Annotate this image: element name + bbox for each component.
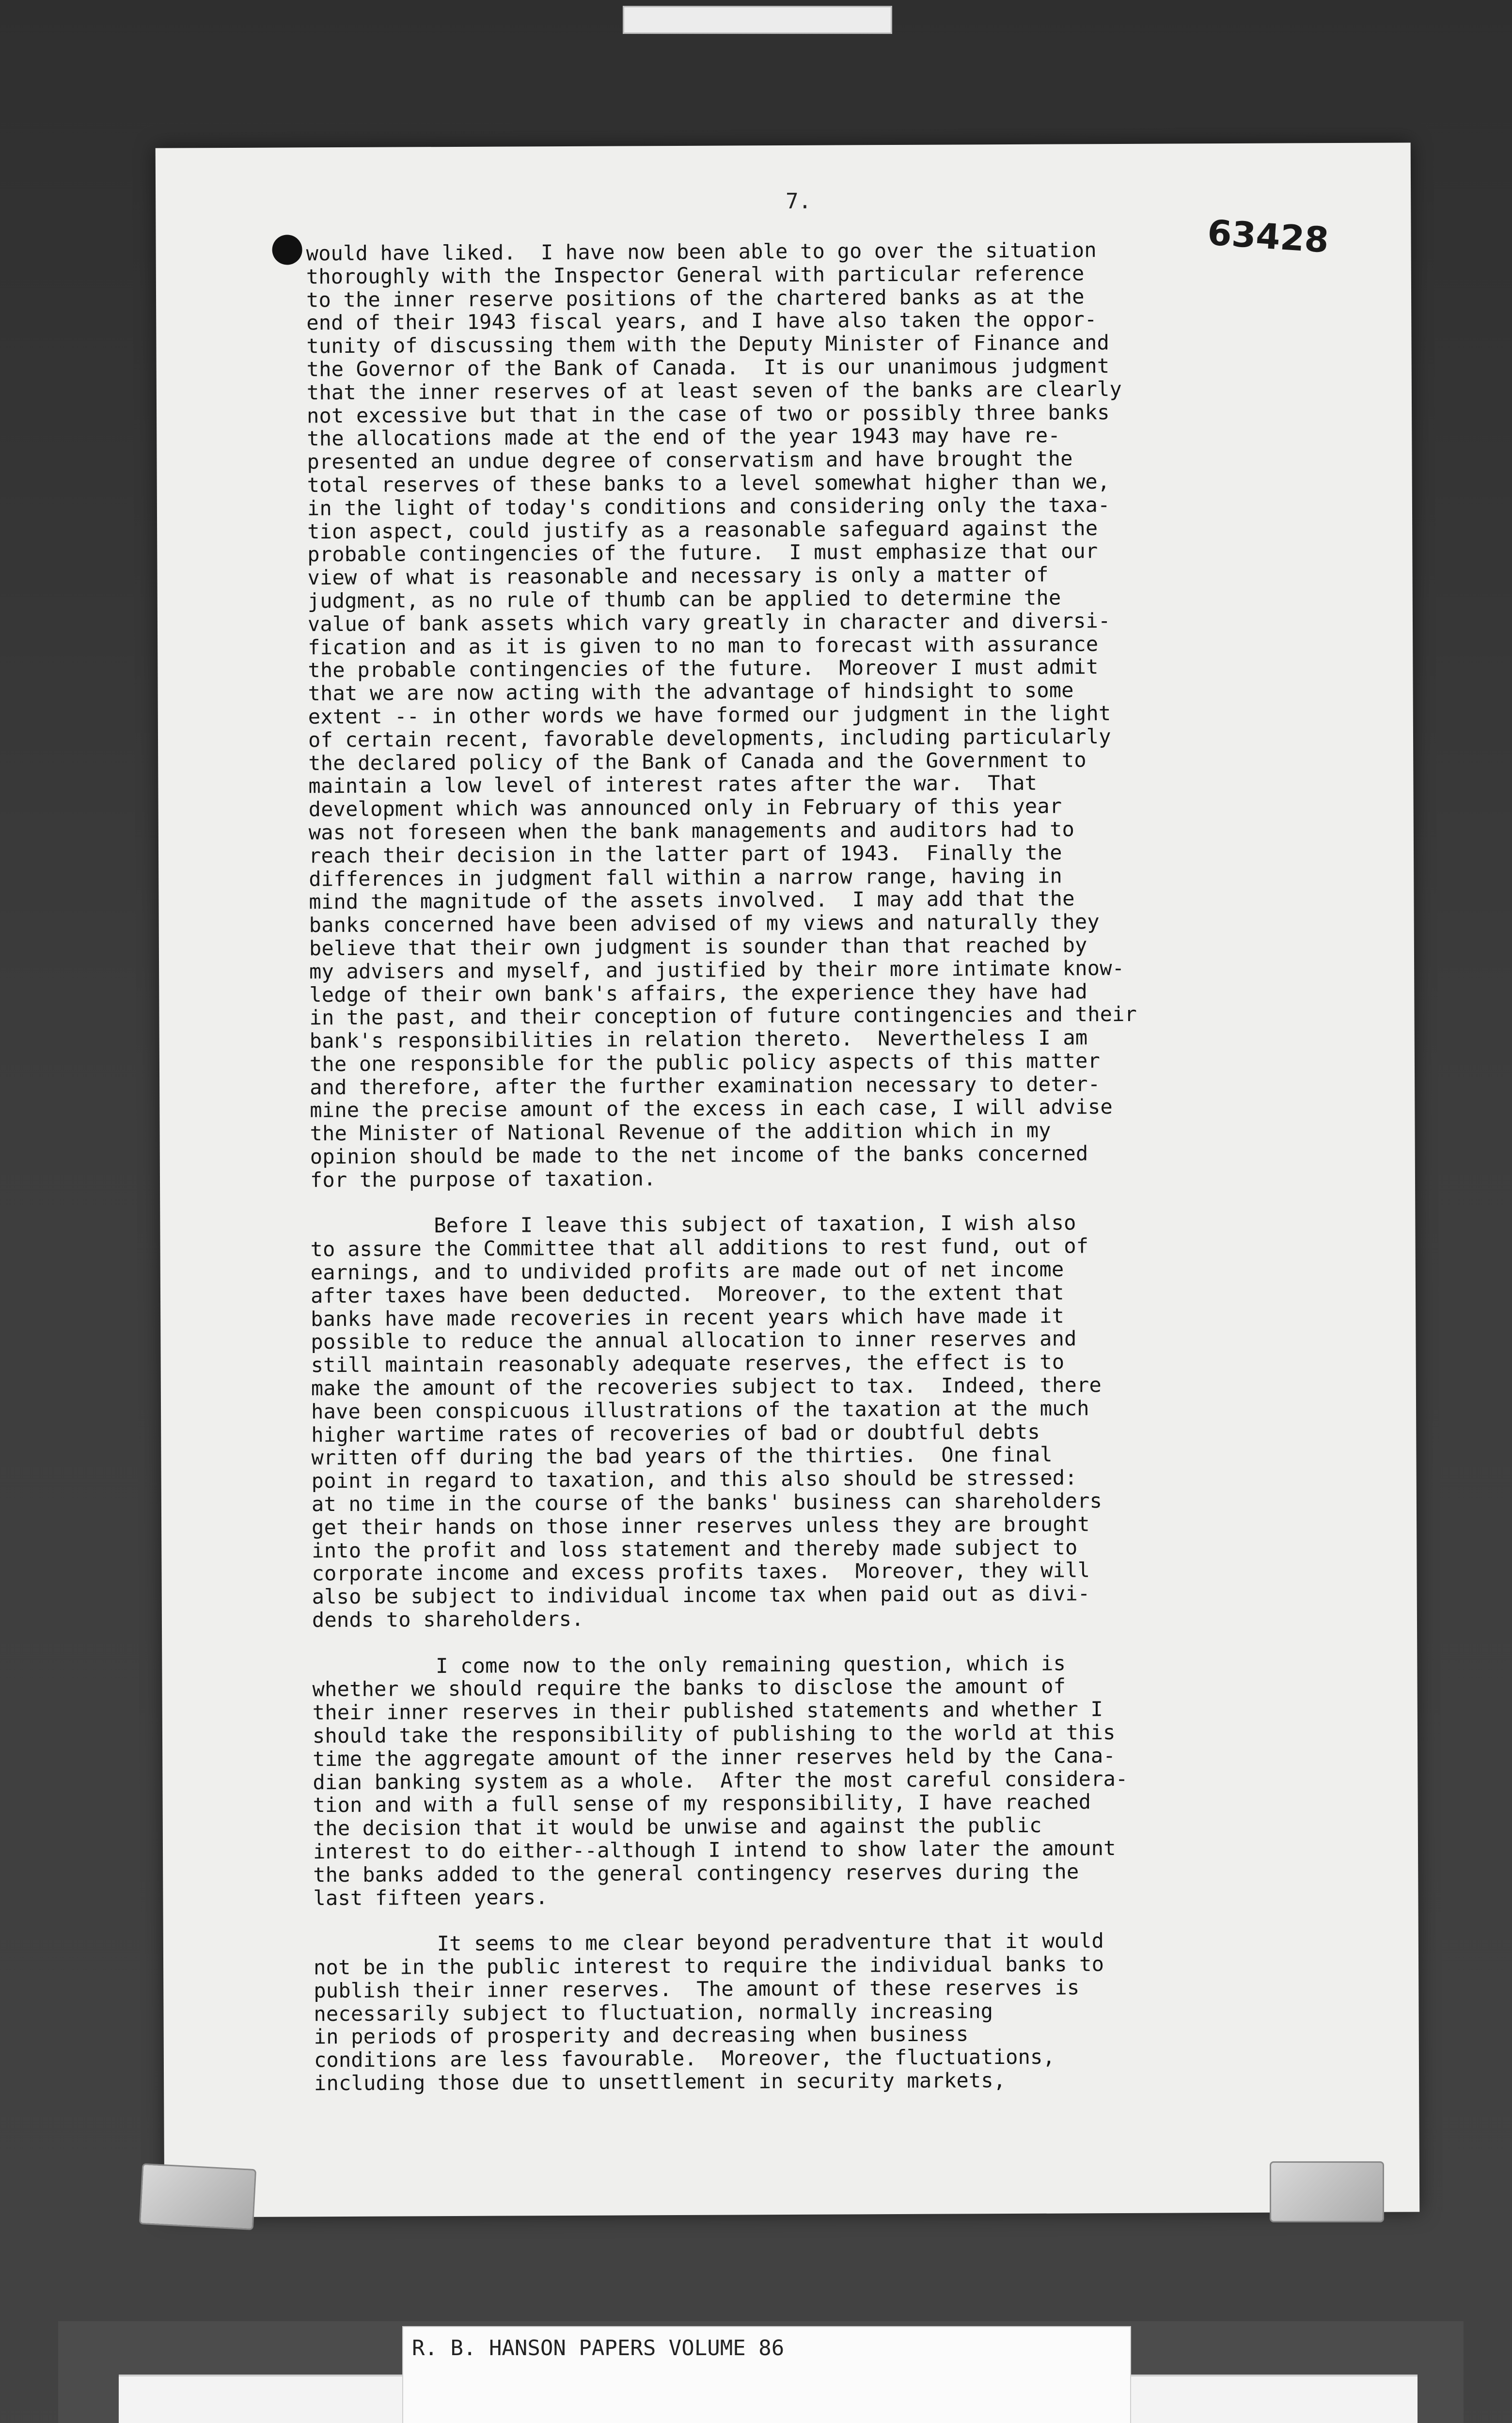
text-line: corporate income and excess profits taxes. Moreover, they will	[312, 1558, 1090, 1586]
text-line: the banks added to the general contingency reserves during the	[313, 1859, 1079, 1887]
text-line: judgment, as no rule of thumb can be applied to determine the	[307, 585, 1061, 613]
text-line: still maintain reasonably adequate reserves, the effect is to	[311, 1350, 1065, 1377]
text-line: differences in judgment fall within a narrow range, having in	[309, 864, 1063, 891]
text-line: to the inner reserve positions of the chartered banks as at the	[306, 284, 1085, 312]
text-line: that the inner reserves of at least seven of the banks are clearly	[306, 377, 1122, 405]
text-line: reach their decision in the latter part of 1943. Finally the	[308, 840, 1062, 868]
text-line: fication and as it is given to no man to forecast with assurance	[308, 631, 1099, 659]
text-line: written off during the bad years of the thirties. One final	[311, 1443, 1053, 1470]
text-line: was not foreseen when the bank managements and auditors had to	[308, 817, 1075, 845]
text-line: have been conspicuous illustrations of the taxation at the much	[311, 1396, 1089, 1424]
folio-number: 63428	[1206, 212, 1330, 261]
text-line: the declared policy of the Bank of Canada and the Government to	[308, 747, 1087, 775]
text-line	[310, 1187, 1289, 1215]
text-line: at no time in the course of the banks' business can shareholders	[311, 1489, 1102, 1516]
text-line: ledge of their own bank's affairs, the experience they have had	[309, 979, 1088, 1007]
body-text	[306, 238, 1293, 2095]
text-line: would have liked. I have now been able to go over the situation	[306, 238, 1097, 266]
text-line: into the profit and loss statement and thereby made subject to	[312, 1535, 1078, 1562]
text-line: also be subject to individual income tax when paid out as divi-	[312, 1581, 1090, 1609]
punch-hole	[272, 235, 302, 265]
text-line: after taxes have been deducted. Moreover, to the extent that	[310, 1280, 1064, 1308]
text-line: dends to shareholders.	[312, 1606, 584, 1632]
top-label-tab	[623, 6, 892, 34]
text-line: the decision that it would be unwise and against the public	[313, 1813, 1042, 1841]
text-line: presented an undue degree of conservatism and have brought the	[307, 446, 1073, 474]
text-line: should take the responsibility of publishing to the world at this	[312, 1720, 1116, 1748]
text-line: the one responsible for the public policy aspects of this matter	[309, 1049, 1101, 1076]
text-line: banks concerned have been advised of my views and naturally they	[309, 910, 1100, 937]
text-line: necessarily subject to fluctuation, normally increasing	[314, 1998, 993, 2026]
text-line: last fifteen years.	[313, 1885, 548, 1910]
text-line: maintain a low level of interest rates after the war. That	[308, 771, 1038, 798]
text-line: extent -- in other words we have formed our judgment in the light	[308, 701, 1111, 729]
text-line: the allocations made at the end of the year 1943 may have re-	[307, 423, 1061, 451]
collection-label: R. B. HANSON PAPERS VOLUME 86	[412, 2336, 785, 2360]
text-line: publish their inner reserves. The amount of these reserves is	[314, 1975, 1080, 2003]
text-line: the probable contingencies of the future. Moreover I must admit	[308, 655, 1099, 682]
text-line: development which was announced only in February of this year	[308, 794, 1062, 821]
text-line: my advisers and myself, and justified by their more intimate know-	[309, 956, 1125, 984]
text-line: time the aggregate amount of the inner reserves held by the Cana-	[313, 1743, 1116, 1771]
tape-right	[1270, 2161, 1384, 2222]
text-line: It seems to me clear beyond peradventure that it would	[313, 1929, 1104, 1956]
text-line: conditions are less favourable. Moreover, the fluctuations,	[314, 2045, 1055, 2072]
text-line: probable contingencies of the future. I must emphasize that our	[307, 539, 1098, 566]
text-line: earnings, and to undivided profits are made out of net income	[310, 1257, 1064, 1285]
text-line: bank's responsibilities in relation thereto. Nevertheless I am	[309, 1025, 1088, 1053]
text-line: in periods of prosperity and decreasing when business	[314, 2022, 969, 2049]
text-line: thoroughly with the Inspector General with particular reference	[306, 261, 1085, 289]
text-line: not be in the public interest to require the individual banks to	[313, 1952, 1104, 1980]
text-line: in the light of today's conditions and considering only the taxa-	[307, 492, 1110, 520]
text-line: interest to do either--although I intend to show later the amount	[313, 1836, 1116, 1864]
text-line: make the amount of the recoveries subject to tax. Indeed, there	[311, 1373, 1102, 1400]
text-line: for the purpose of taxation.	[310, 1166, 656, 1192]
text-line: higher wartime rates of recoveries of bad or doubtful debts	[311, 1419, 1040, 1447]
text-line: view of what is reasonable and necessary is only a matter of	[307, 562, 1049, 590]
text-line: banks have made recoveries in recent years which have made it	[311, 1304, 1064, 1331]
typed-page	[156, 142, 1420, 2217]
text-line: of certain recent, favorable developments, including particularly	[308, 724, 1111, 752]
text-line: get their hands on those inner reserves unless they are brought	[312, 1512, 1090, 1540]
text-line: opinion should be made to the net income of the banks concerned	[310, 1141, 1088, 1169]
text-line: to assure the Committee that all additions to rest fund, out of	[310, 1234, 1089, 1261]
text-line: possible to reduce the annual allocation to inner reserves and	[311, 1326, 1077, 1354]
tape-left	[139, 2163, 256, 2230]
text-line: tunity of discussing them with the Deputy Minister of Finance and	[306, 330, 1110, 358]
text-line: and therefore, after the further examination necessary to deter-	[310, 1071, 1101, 1099]
text-line: end of their 1943 fiscal years, and I have also taken the oppor-	[306, 307, 1097, 335]
text-line	[314, 1905, 1292, 1933]
text-line: whether we should require the banks to disclose the amount of	[312, 1674, 1066, 1701]
text-line: dian banking system as a whole. After the most careful considera-	[313, 1766, 1128, 1794]
text-line: including those due to unsettlement in security markets,	[314, 2068, 1006, 2095]
text-line: I come now to the only remaining question, which is	[312, 1651, 1066, 1678]
text-line: point in regard to taxation, and this also should be stressed:	[311, 1465, 1077, 1493]
text-line: value of bank assets which vary greatly in character and diversi-	[307, 608, 1111, 636]
text-line: Before I leave this subject of taxation, I wish also	[310, 1211, 1076, 1238]
text-line: tion and with a full sense of my responsibility, I have reached	[313, 1790, 1091, 1817]
page-number: 7.	[786, 189, 812, 214]
text-line: in the past, and their conception of future contingencies and their	[309, 1002, 1137, 1030]
text-line: the Minister of National Revenue of the addition which in my	[310, 1118, 1051, 1146]
text-line: mind the magnitude of the assets involved. I may add that the	[309, 886, 1075, 914]
text-line: their inner reserves in their published statements and whether I	[312, 1697, 1103, 1725]
text-line: that we are now acting with the advantage of hindsight to some	[308, 678, 1074, 706]
text-line: tion aspect, could justify as a reasonable safeguard against the	[307, 516, 1098, 543]
text-line: total reserves of these banks to a level somewhat higher than we,	[307, 470, 1110, 497]
text-line: believe that their own judgment is sounder than that reached by	[309, 933, 1087, 960]
text-line: the Governor of the Bank of Canada. It is our unanimous judgment	[306, 354, 1110, 381]
text-line: mine the precise amount of the excess in each case, I will advise	[310, 1095, 1113, 1122]
text-line: not excessive but that in the case of two or possibly three banks	[307, 400, 1110, 427]
